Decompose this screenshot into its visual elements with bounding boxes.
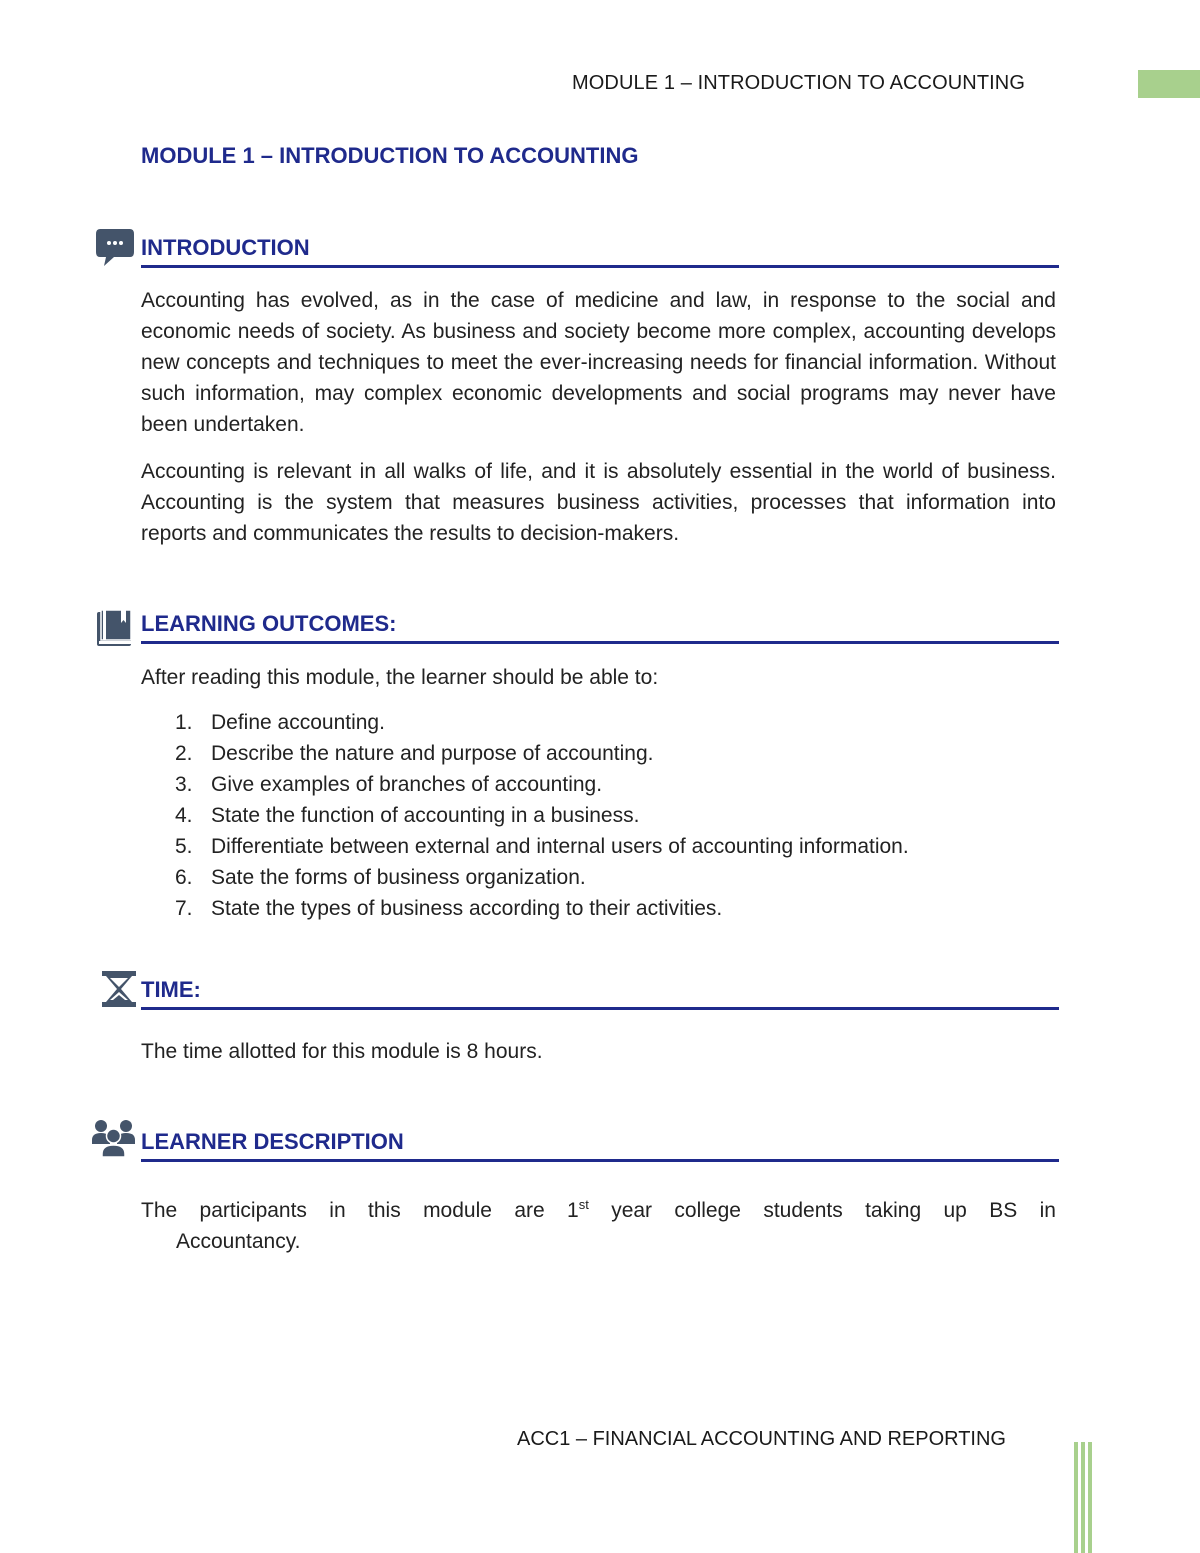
- learner-description-heading-text: LEARNER DESCRIPTION: [141, 1129, 404, 1154]
- running-header: MODULE 1 – INTRODUCTION TO ACCOUNTING: [572, 72, 1026, 94]
- time-heading: [141, 974, 1059, 1010]
- time-text: The time allotted for this module is 8 hours.: [141, 1040, 543, 1063]
- list-item: 4. State the function of accounting in a business.: [175, 804, 640, 827]
- introduction-paragraph-2: Accounting is relevant in all walks of life, and it is absolutely essential in the world of business. Accounting is the system that measures business activities, processes that information into reports and communicates the results to decision-makers.: [141, 460, 1056, 545]
- learning-outcomes-intro: After reading this module, the learner should be able to:: [141, 666, 659, 689]
- list-item: 2. Describe the nature and purpose of accounting.: [175, 742, 654, 765]
- list-item: 5. Differentiate between external and internal users of accounting information.: [175, 835, 909, 858]
- learning-outcomes-heading-text: LEARNING OUTCOMES:: [141, 611, 397, 636]
- time-heading-text: TIME:: [141, 977, 201, 1002]
- footer-course-title: ACC1 – FINANCIAL ACCOUNTING AND REPORTING: [517, 1428, 1006, 1450]
- hourglass-icon: [101, 970, 137, 1008]
- list-item: 3. Give examples of branches of accounting.: [175, 773, 603, 796]
- introduction-heading-text: INTRODUCTION: [141, 235, 310, 260]
- book-icon: [95, 608, 135, 648]
- learning-outcomes-list: [141, 707, 1056, 924]
- introduction-paragraph-1: Accounting has evolved, as in the case of medicine and law, in response to the social and economic needs of society. As business and society become more complex, accounting develops new concepts and techniques to meet the ever-increasing needs for financial information. Without such information, may complex economic developments and social programs may never have been undertaken.: [141, 289, 1056, 436]
- list-item: 6. Sate the forms of business organization.: [175, 866, 586, 889]
- speech-bubble-icon: [94, 226, 136, 268]
- learning-outcomes-heading: [141, 608, 1059, 644]
- people-group-icon: [90, 1116, 138, 1158]
- header-accent-tab: [1138, 70, 1200, 98]
- learner-description-text: The participants in this module are 1st year college students taking up BS in Accountancy.: [141, 1197, 1056, 1253]
- footer-accent-bars: [1074, 1442, 1094, 1553]
- list-item: 7. State the types of business according to their activities.: [175, 897, 723, 920]
- learner-description-heading: [141, 1126, 1059, 1162]
- list-item: 1. Define accounting.: [175, 711, 385, 734]
- document-title: MODULE 1 – INTRODUCTION TO ACCOUNTING: [141, 143, 639, 168]
- introduction-heading: [141, 232, 1059, 268]
